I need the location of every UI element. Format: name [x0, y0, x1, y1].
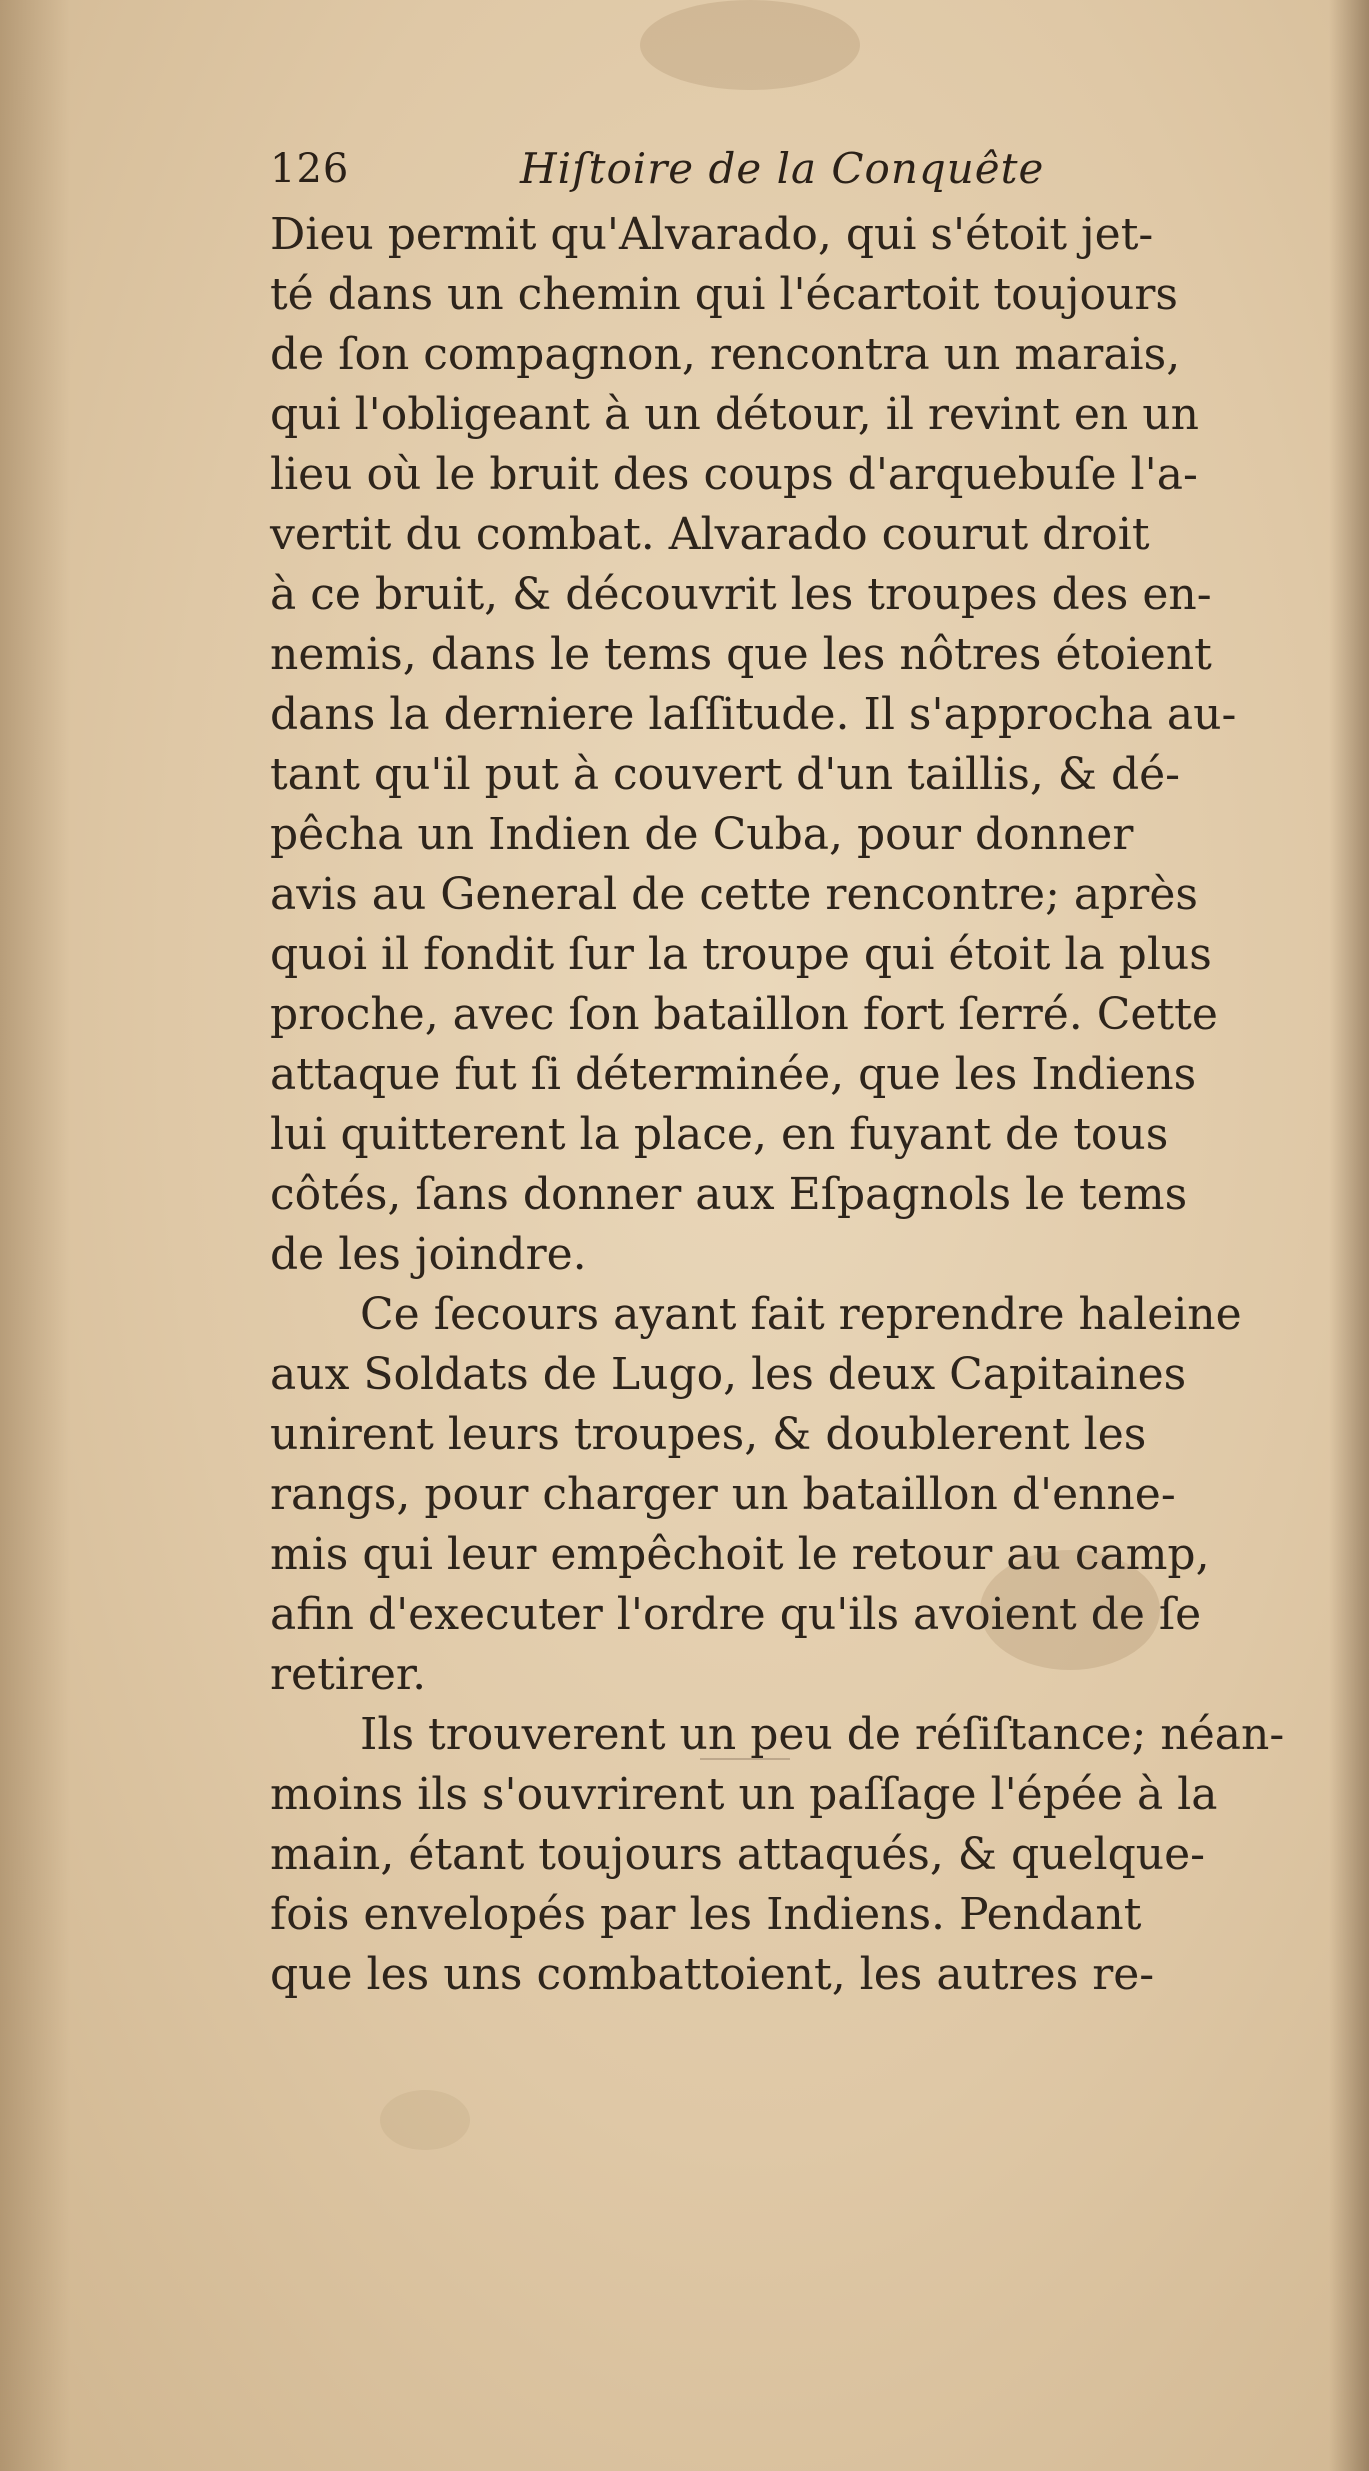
- text-line: tant qu'il put à couvert d'un taillis, & dé-: [270, 749, 1181, 800]
- page-number: 126: [270, 146, 350, 192]
- text-line: té dans un chemin qui l'écartoit toujours: [270, 269, 1178, 320]
- text-line: à ce bruit, & découvrit les troupes des en-: [270, 569, 1212, 620]
- text-line: Dieu permit qu'Alvarado, qui s'étoit jet-: [270, 209, 1154, 260]
- paper-stain: [640, 0, 860, 90]
- page-edge-shadow-left: [0, 0, 70, 2471]
- paper-stain: [380, 2090, 470, 2150]
- text-line: fois envelopés par les Indiens. Pendant: [270, 1889, 1142, 1940]
- text-line: retirer.: [270, 1649, 427, 1700]
- text-line: moins ils s'ouvrirent un paſſage l'épée à la: [270, 1769, 1218, 1820]
- text-line: rangs, pour charger un bataillon d'enne-: [270, 1469, 1176, 1520]
- text-line: lieu où le bruit des coups d'arquebuſe l'a-: [270, 449, 1198, 500]
- text-line: afin d'executer l'ordre qu'ils avoient de ſe: [270, 1589, 1202, 1640]
- text-line: que les uns combattoient, les autres re-: [270, 1949, 1155, 2000]
- text-line: mis qui leur empêchoit le retour au camp,: [270, 1529, 1210, 1580]
- paragraph-first-line: Ce ſecours ayant fait reprendre haleine: [360, 1289, 1242, 1340]
- text-line: attaque fut ſi déterminée, que les Indiens: [270, 1049, 1197, 1100]
- page-header: [270, 140, 1190, 202]
- paragraph-first-line: Ils trouverent un peu de réſiſtance; néan-: [360, 1709, 1285, 1760]
- text-line: aux Soldats de Lugo, les deux Capitaines: [270, 1349, 1187, 1400]
- text-line: de les joindre.: [270, 1229, 587, 1280]
- text-line: unirent leurs troupes, & doublerent les: [270, 1409, 1147, 1460]
- page-edge-shadow-right: [1329, 0, 1369, 2471]
- text-line: vertit du combat. Alvarado courut droit: [270, 509, 1150, 560]
- running-title: Hiſtoire de la Conquête: [520, 144, 1045, 193]
- printer-mark: [700, 1758, 790, 1760]
- text-line: proche, avec ſon bataillon fort ſerré. Cette: [270, 989, 1218, 1040]
- text-line: main, étant toujours attaqués, & quelque-: [270, 1829, 1205, 1880]
- text-line: dans la derniere laſſitude. Il s'approcha au-: [270, 689, 1237, 740]
- text-line: avis au General de cette rencontre; après: [270, 869, 1198, 920]
- text-line: nemis, dans le tems que les nôtres étoient: [270, 629, 1212, 680]
- text-line: quoi il fondit ſur la troupe qui étoit la plus: [270, 929, 1212, 980]
- text-line: qui l'obligeant à un détour, il revint en un: [270, 389, 1199, 440]
- text-line: lui quitterent la place, en fuyant de tous: [270, 1109, 1169, 1160]
- text-line: côtés, ſans donner aux Eſpagnols le tems: [270, 1169, 1188, 1220]
- text-line: pêcha un Indien de Cuba, pour donner: [270, 809, 1134, 860]
- text-line: de ſon compagnon, rencontra un marais,: [270, 329, 1181, 380]
